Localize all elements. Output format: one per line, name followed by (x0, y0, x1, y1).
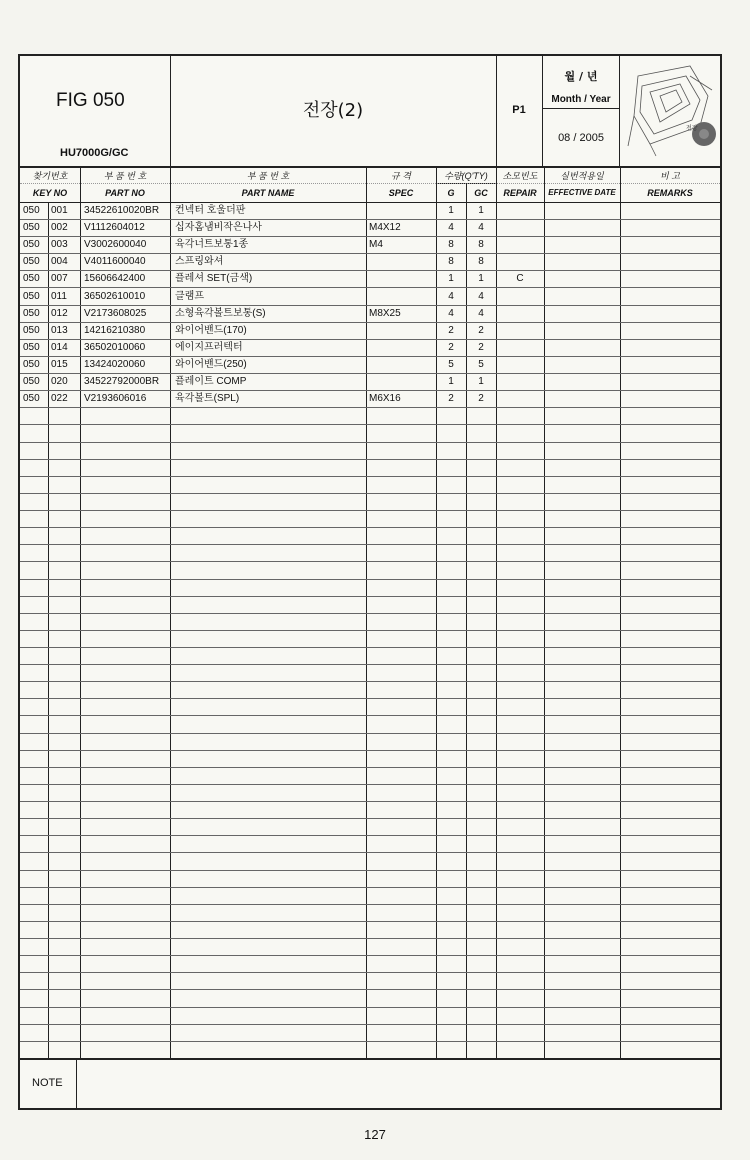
part-name: 소형육각볼트보통(S) (175, 307, 266, 319)
empty-table-row (20, 938, 720, 956)
part-number: 34522610020BR (84, 205, 160, 216)
qty-gc: 4 (478, 290, 484, 302)
qty-g: 4 (448, 307, 454, 319)
qty-g: 1 (448, 205, 454, 216)
qty-g: 1 (448, 273, 454, 285)
part-name: 와이어밴드(250) (175, 359, 247, 371)
part-number: 14216210380 (84, 324, 146, 336)
empty-table-row (20, 733, 720, 751)
fig-number: 050 (23, 376, 40, 388)
part-number: V2173608025 (84, 307, 147, 319)
table-row (20, 390, 720, 408)
qty-gc: 4 (478, 222, 484, 234)
part-number: V4011600040 (84, 256, 146, 268)
empty-table-row (20, 647, 720, 665)
qty-gc-header: GC (474, 188, 488, 198)
qty-gc: 8 (478, 239, 484, 251)
empty-table-row (20, 750, 720, 768)
qty-gc: 1 (478, 273, 484, 285)
qty-g: 2 (448, 341, 454, 353)
part-name: 클램프 (175, 290, 204, 302)
empty-table-row (20, 476, 720, 494)
qty-g: 4 (448, 290, 454, 302)
qty-gc: 1 (478, 205, 484, 216)
part-no-kr-header: 부 품 번 호 (103, 171, 147, 181)
empty-table-row (20, 1024, 720, 1042)
fig-number: 050 (23, 324, 40, 336)
empty-table-row (20, 972, 720, 990)
key-number: 015 (51, 359, 68, 371)
table-row (20, 288, 720, 306)
qty-g: 5 (448, 359, 454, 371)
effective-date-en-header: EFFECTIVE DATE (548, 188, 616, 197)
empty-table-row (20, 904, 720, 922)
key-number: 003 (51, 239, 68, 251)
issue-date: 08 / 2005 (558, 132, 604, 144)
key-no-en-header: KEY NO (32, 188, 68, 198)
qty-gc: 5 (478, 359, 484, 371)
page-code: P1 (512, 104, 526, 116)
part-spec: M6X16 (369, 393, 401, 405)
empty-table-row (20, 425, 720, 443)
empty-table-row (20, 459, 720, 477)
model-name: HU7000G/GC (60, 147, 129, 159)
qty-gc: 2 (478, 393, 484, 405)
part-spec: M4X12 (369, 222, 401, 234)
empty-table-row (20, 681, 720, 699)
empty-table-row (20, 579, 720, 597)
empty-table-row (20, 698, 720, 716)
key-number: 002 (51, 222, 68, 234)
part-name: 컨넥터 호울더판 (175, 205, 246, 216)
part-number: 15606642400 (84, 273, 146, 285)
repair-kr-header: 소모빈도 (502, 171, 538, 181)
month-year-kr-label: 월 / 년 (564, 70, 598, 83)
table-row (20, 373, 720, 391)
spec-kr-header: 규 격 (391, 171, 411, 181)
part-name: 에이지프러텍터 (175, 341, 243, 353)
qty-gc: 2 (478, 341, 484, 353)
qty-g-header: G (447, 188, 455, 198)
qty-gc: 4 (478, 307, 484, 319)
qty-g: 2 (448, 393, 454, 405)
sheet-header (20, 56, 720, 168)
fig-number: 050 (23, 307, 40, 319)
remarks-en-header: REMARKS (647, 188, 693, 198)
part-number: V1112604012 (84, 222, 145, 234)
fig-number: 050 (23, 205, 40, 216)
machine-illustration-icon (620, 56, 720, 164)
fig-number: 050 (23, 359, 40, 371)
table-row (20, 219, 720, 237)
table-row (20, 236, 720, 254)
remarks-kr-header: 비 고 (660, 171, 680, 181)
note-section (20, 1058, 720, 1110)
qty-g: 2 (448, 324, 454, 336)
empty-table-row (20, 613, 720, 631)
empty-table-row (20, 716, 720, 734)
part-name-kr-header: 부 품 번 호 (246, 171, 290, 181)
key-number: 011 (51, 290, 67, 302)
part-number: 13424020060 (84, 359, 146, 371)
part-name: 스프링와셔 (175, 256, 224, 268)
empty-table-row (20, 527, 720, 545)
key-number: 012 (51, 307, 68, 319)
empty-table-row (20, 887, 720, 905)
key-number: 022 (51, 393, 68, 405)
key-number: 004 (51, 256, 68, 268)
part-number: 36502610010 (84, 290, 146, 302)
effective-date-kr-header: 실번적용일 (560, 171, 604, 181)
table-row (20, 322, 720, 340)
empty-table-row (20, 510, 720, 528)
table-row (20, 270, 720, 288)
part-number: V2193606016 (84, 393, 147, 405)
month-year-en-label: Month / Year (543, 94, 619, 109)
table-row (20, 202, 720, 220)
parts-list-sheet (18, 54, 722, 1110)
part-number: 34522792000BR (84, 376, 160, 388)
part-no-en-header: PART NO (105, 188, 145, 198)
part-name-en-header: PART NAME (241, 188, 295, 198)
part-number: 36502010060 (84, 341, 146, 353)
part-name: 플레셔 SET(금색) (175, 273, 253, 285)
qty-g: 4 (448, 222, 454, 234)
part-number: V3002600040 (84, 239, 147, 251)
repair-en-header: REPAIR (503, 188, 537, 198)
empty-table-row (20, 493, 720, 511)
part-name: 와이어밴드(170) (175, 324, 247, 336)
qty-g: 8 (448, 256, 454, 268)
part-name: 육각너트보통1종 (175, 239, 249, 251)
qty-gc: 2 (478, 324, 484, 336)
fig-number: 050 (23, 239, 40, 251)
key-number: 020 (51, 376, 68, 388)
empty-table-row (20, 870, 720, 888)
empty-table-row (20, 630, 720, 648)
fig-number: 050 (23, 290, 40, 302)
part-spec: M4 (369, 239, 383, 251)
svg-text:전장: 전장 (686, 125, 698, 132)
table-row (20, 339, 720, 357)
key-number: 007 (51, 273, 68, 285)
key-number: 001 (51, 205, 68, 216)
figure-number: FIG 050 (56, 90, 125, 111)
empty-table-row (20, 596, 720, 614)
empty-table-row (20, 801, 720, 819)
empty-table-row (20, 1041, 720, 1059)
table-row (20, 356, 720, 374)
part-name: 육각볼트(SPL) (175, 393, 240, 405)
key-no-kr-header: 찾기번호 (32, 171, 68, 181)
repair-frequency: C (516, 273, 524, 285)
empty-table-row (20, 767, 720, 785)
qty-gc: 1 (478, 376, 484, 388)
empty-table-row (20, 1007, 720, 1025)
key-number: 013 (51, 324, 68, 336)
spec-en-header: SPEC (388, 188, 414, 198)
fig-number: 050 (23, 256, 40, 268)
qty-kr-header: 수량(Q'TY) (444, 171, 488, 181)
machine-thumbnail (620, 56, 720, 166)
empty-table-row (20, 853, 720, 871)
part-name: 플레이트 COMP (175, 376, 247, 388)
empty-table-row (20, 784, 720, 802)
empty-table-row (20, 442, 720, 460)
page-number: 127 (364, 1127, 386, 1142)
empty-table-row (20, 955, 720, 973)
qty-gc: 8 (478, 256, 484, 268)
table-row (20, 253, 720, 271)
note-label: NOTE (32, 1077, 63, 1089)
table-row (20, 305, 720, 323)
part-name: 십자홈냄비작은나사 (175, 222, 262, 234)
empty-table-row (20, 562, 720, 580)
qty-g: 1 (448, 376, 454, 388)
part-spec: M8X25 (369, 307, 401, 319)
month-year-box (542, 56, 620, 166)
empty-table-row (20, 664, 720, 682)
fig-number: 050 (23, 393, 40, 405)
page-title: 전장(2) (302, 100, 364, 121)
empty-table-row (20, 407, 720, 425)
column-header (20, 166, 720, 203)
key-number: 014 (51, 341, 68, 353)
qty-g: 8 (448, 239, 454, 251)
empty-table-row (20, 818, 720, 836)
parts-table-body (20, 202, 720, 1058)
empty-table-row (20, 544, 720, 562)
empty-table-row (20, 835, 720, 853)
empty-table-row (20, 990, 720, 1008)
fig-number: 050 (23, 222, 40, 234)
fig-number: 050 (23, 341, 40, 353)
empty-table-row (20, 921, 720, 939)
fig-number: 050 (23, 273, 40, 285)
